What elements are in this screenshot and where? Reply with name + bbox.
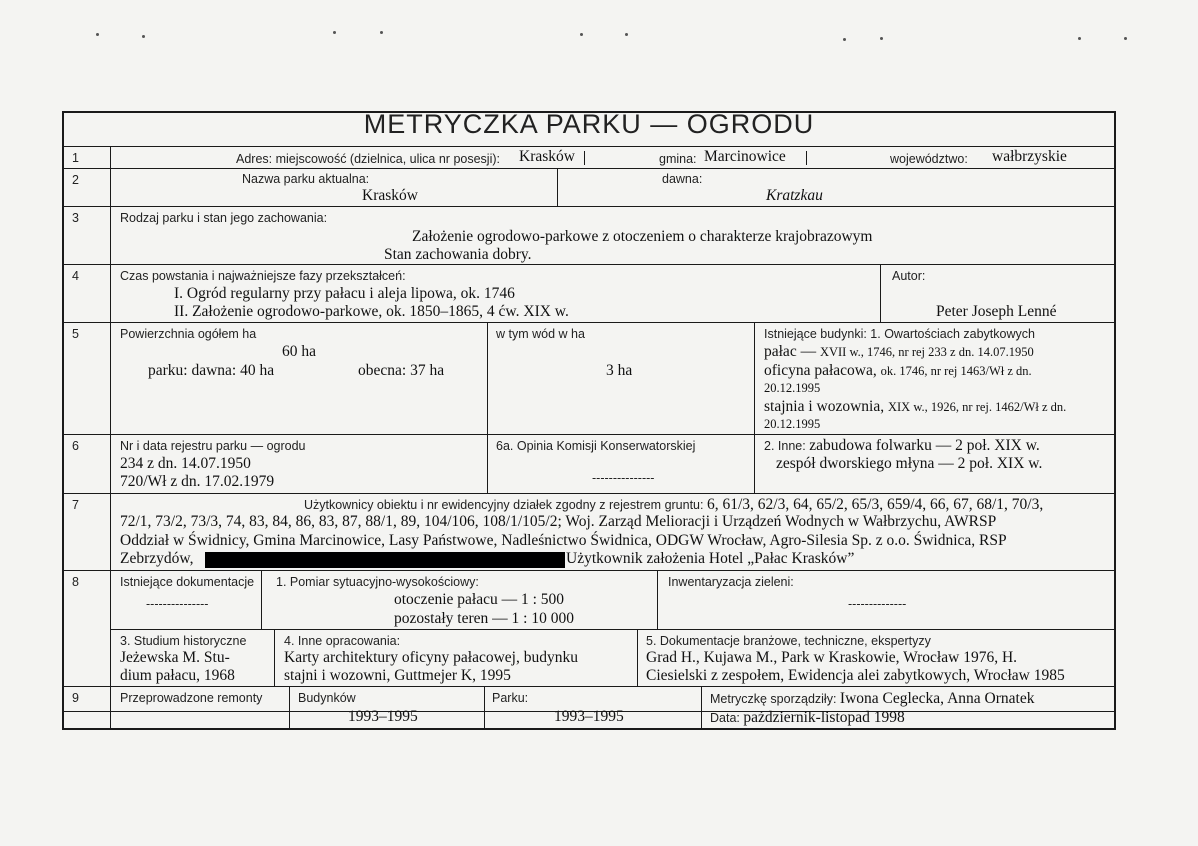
rule (64, 146, 1116, 147)
rule (806, 151, 807, 165)
rule (64, 206, 1116, 207)
rule (289, 686, 290, 730)
other-studies-value: Karty architektury oficyny pałacowej, budynku (284, 649, 578, 666)
water-area-value: 3 ha (606, 362, 633, 379)
gmina-label: gmina: (659, 152, 697, 166)
documentation-label: Istniejące dokumentacje (120, 575, 255, 589)
greenery-inventory-label: Inwentaryzacja zieleni: (668, 575, 794, 589)
row-number: 5 (72, 327, 79, 341)
users-line: 72/1, 73/2, 73/3, 74, 83, 84, 86, 83, 87, 88/1, 89, 104/106, 108/1/105/2; Woj. Zarząd Melioracji i Urządzeń Wodnych w Wałbrzychu, AWRSP (120, 513, 997, 530)
park-type-label: Rodzaj parku i stan jego zachowania: (120, 211, 328, 225)
users-line: Użytkownik założenia Hotel „Pałac Krasków” (566, 550, 855, 567)
phase-line: I. Ogród regularny przy pałacu i aleja lipowa, ok. 1746 (174, 285, 515, 302)
users-line: Użytkownicy obiektu i nr ewidencyjny działek zgodny z rejestrem gruntu: 6, 61/3, 62/3, 64, 65/2, 65/3, 659/4, 66, 67, 68/1, 70/3, (304, 496, 1044, 513)
branch-docs-value: Ciesielski z zespołem, Ewidencja alei zabytkowych, Wrocław 1985 (646, 667, 1065, 684)
historical-study-value: Jeżewska M. Stu- (120, 649, 230, 666)
commission-opinion-value: --------------- (592, 471, 655, 485)
branch-docs-label: 5. Dokumentacje branżowe, techniczne, ekspertyzy (646, 634, 931, 648)
rule (754, 322, 755, 493)
rule (64, 434, 1116, 435)
other-buildings-line: zespół dworskiego młyna — 2 poł. XIX w. (776, 455, 1043, 472)
scan-speck (380, 31, 383, 34)
scan-speck (1124, 37, 1127, 40)
row-number: 8 (72, 575, 79, 589)
scan-speck (880, 37, 883, 40)
buildings-renovation-label: Budynków (298, 691, 356, 705)
commission-opinion-label: 6a. Opinia Komisji Konserwatorskiej (496, 439, 696, 453)
prepared-by: Metryczkę sporządziły: Iwona Ceglecka, Anna Ornatek (710, 690, 1035, 707)
phases-label: Czas powstania i najważniejsze fazy przekształceń: (120, 269, 406, 283)
building-entry: pałac — XVII w., 1746, nr rej 233 z dn. 14.07.1950 (764, 343, 1034, 360)
author-value: Peter Joseph Lenné (936, 303, 1057, 320)
scan-speck (580, 33, 583, 36)
author-label: Autor: (892, 269, 926, 283)
rule (484, 686, 485, 730)
building-entry-cont: 20.12.1995 (764, 417, 821, 431)
rule (110, 146, 111, 730)
register-entry: 720/Wł z dn. 17.02.1979 (120, 473, 275, 490)
scan-speck (96, 33, 99, 36)
greenery-inventory-value: -------------- (848, 597, 907, 611)
historical-study-label: 3. Studium historyczne (120, 634, 247, 648)
preservation-line: Stan zachowania dobry. (384, 246, 532, 263)
rule (64, 264, 1116, 265)
rule (657, 570, 658, 629)
address-label: Adres: miejscowość (dzielnica, ulica nr posesji): (236, 152, 500, 166)
rule (261, 570, 262, 629)
register-label: Nr i data rejestru parku — ogrodu (120, 439, 306, 453)
users-line: Oddział w Świdnicy, Gmina Marcinowice, Lasy Państwowe, Nadleśnictwo Świdnica, ODGW Wrocław, Agro-Silesia Sp. z o.o. Świdnica, RSP (120, 532, 1007, 549)
scan-speck (333, 31, 336, 34)
current-name-label: Nazwa parku aktualna: (242, 172, 370, 186)
rule (584, 151, 585, 165)
current-name-value: Krasków (362, 187, 418, 204)
park-record-form (62, 111, 1116, 730)
register-entry: 234 z dn. 14.07.1950 (120, 455, 251, 472)
prepared-date: Data: październik-listopad 1998 (710, 709, 905, 726)
rule (110, 629, 1116, 630)
rule (637, 629, 638, 686)
area-label: Powierzchnia ogółem ha (120, 327, 257, 341)
gmina-value: Marcinowice (704, 148, 786, 165)
rule (64, 322, 1116, 323)
documentation-value: --------------- (146, 597, 209, 611)
scan-speck (625, 33, 628, 36)
other-buildings: 2. Inne: zabudowa folwarku — 2 poł. XIX w. (764, 437, 1040, 454)
row-number: 7 (72, 498, 79, 512)
rule (701, 686, 702, 730)
historical-study-value: dium pałacu, 1968 (120, 667, 235, 684)
other-studies-label: 4. Inne opracowania: (284, 634, 401, 648)
users-line: Zebrzydów, (120, 550, 194, 567)
renovations-label: Przeprowadzone remonty (120, 691, 263, 705)
row-number: 1 (72, 151, 79, 165)
rule (64, 493, 1116, 494)
park-renovation-value: 1993–1995 (554, 708, 624, 725)
scan-speck (142, 35, 145, 38)
survey-label: 1. Pomiar sytuacyjno-wysokościowy: (276, 575, 479, 589)
redaction-bar (205, 552, 565, 568)
buildings-label: Istniejące budynki: 1. Owartościach zabytkowych (764, 327, 1035, 341)
rule (64, 686, 1116, 687)
phase-line: II. Założenie ogrodowo-parkowe, ok. 1850–1865, 4 ćw. XIX w. (174, 303, 569, 320)
row-number: 4 (72, 269, 79, 283)
rule (487, 322, 488, 493)
row-number: 2 (72, 173, 79, 187)
rule (557, 168, 558, 206)
voivodeship-label: województwo: (890, 152, 968, 166)
rule (274, 629, 275, 686)
building-entry: oficyna pałacowa, ok. 1746, nr rej 1463/Wł z dn. (764, 362, 1032, 379)
park-type-line: Założenie ogrodowo-parkowe z otoczeniem o charakterze krajobrazowym (412, 228, 873, 245)
former-name-value: Kratzkau (766, 187, 823, 204)
row-number: 6 (72, 439, 79, 453)
buildings-renovation-value: 1993–1995 (348, 708, 418, 725)
address-value: Krasków (519, 148, 575, 165)
water-area-label: w tym wód w ha (496, 327, 585, 341)
voivodeship-value: wałbrzyskie (992, 148, 1067, 165)
row-number: 9 (72, 691, 79, 705)
other-studies-value: stajni i wozowni, Guttmejer K, 1995 (284, 667, 511, 684)
scan-speck (843, 38, 846, 41)
scan-speck (1078, 37, 1081, 40)
building-entry-cont: 20.12.1995 (764, 381, 821, 395)
former-name-label: dawna: (662, 172, 703, 186)
survey-scale: pozostały teren — 1 : 10 000 (394, 610, 574, 627)
area-total: 60 ha (282, 343, 317, 360)
form-title: METRYCZKA PARKU — OGRODU (363, 109, 815, 139)
rule (64, 168, 1116, 169)
building-entry: stajnia i wozownia, XIX w., 1926, nr rej. 1462/Wł z dn. (764, 398, 1067, 415)
area-current: obecna: 37 ha (358, 362, 445, 379)
park-renovation-label: Parku: (492, 691, 529, 705)
rule (880, 264, 881, 322)
row-number: 3 (72, 211, 79, 225)
branch-docs-value: Grad H., Kujawa M., Park w Kraskowie, Wrocław 1976, H. (646, 649, 1018, 666)
area-former: parku: dawna: 40 ha (148, 362, 275, 379)
rule (64, 570, 1116, 571)
survey-scale: otoczenie pałacu — 1 : 500 (394, 591, 565, 608)
